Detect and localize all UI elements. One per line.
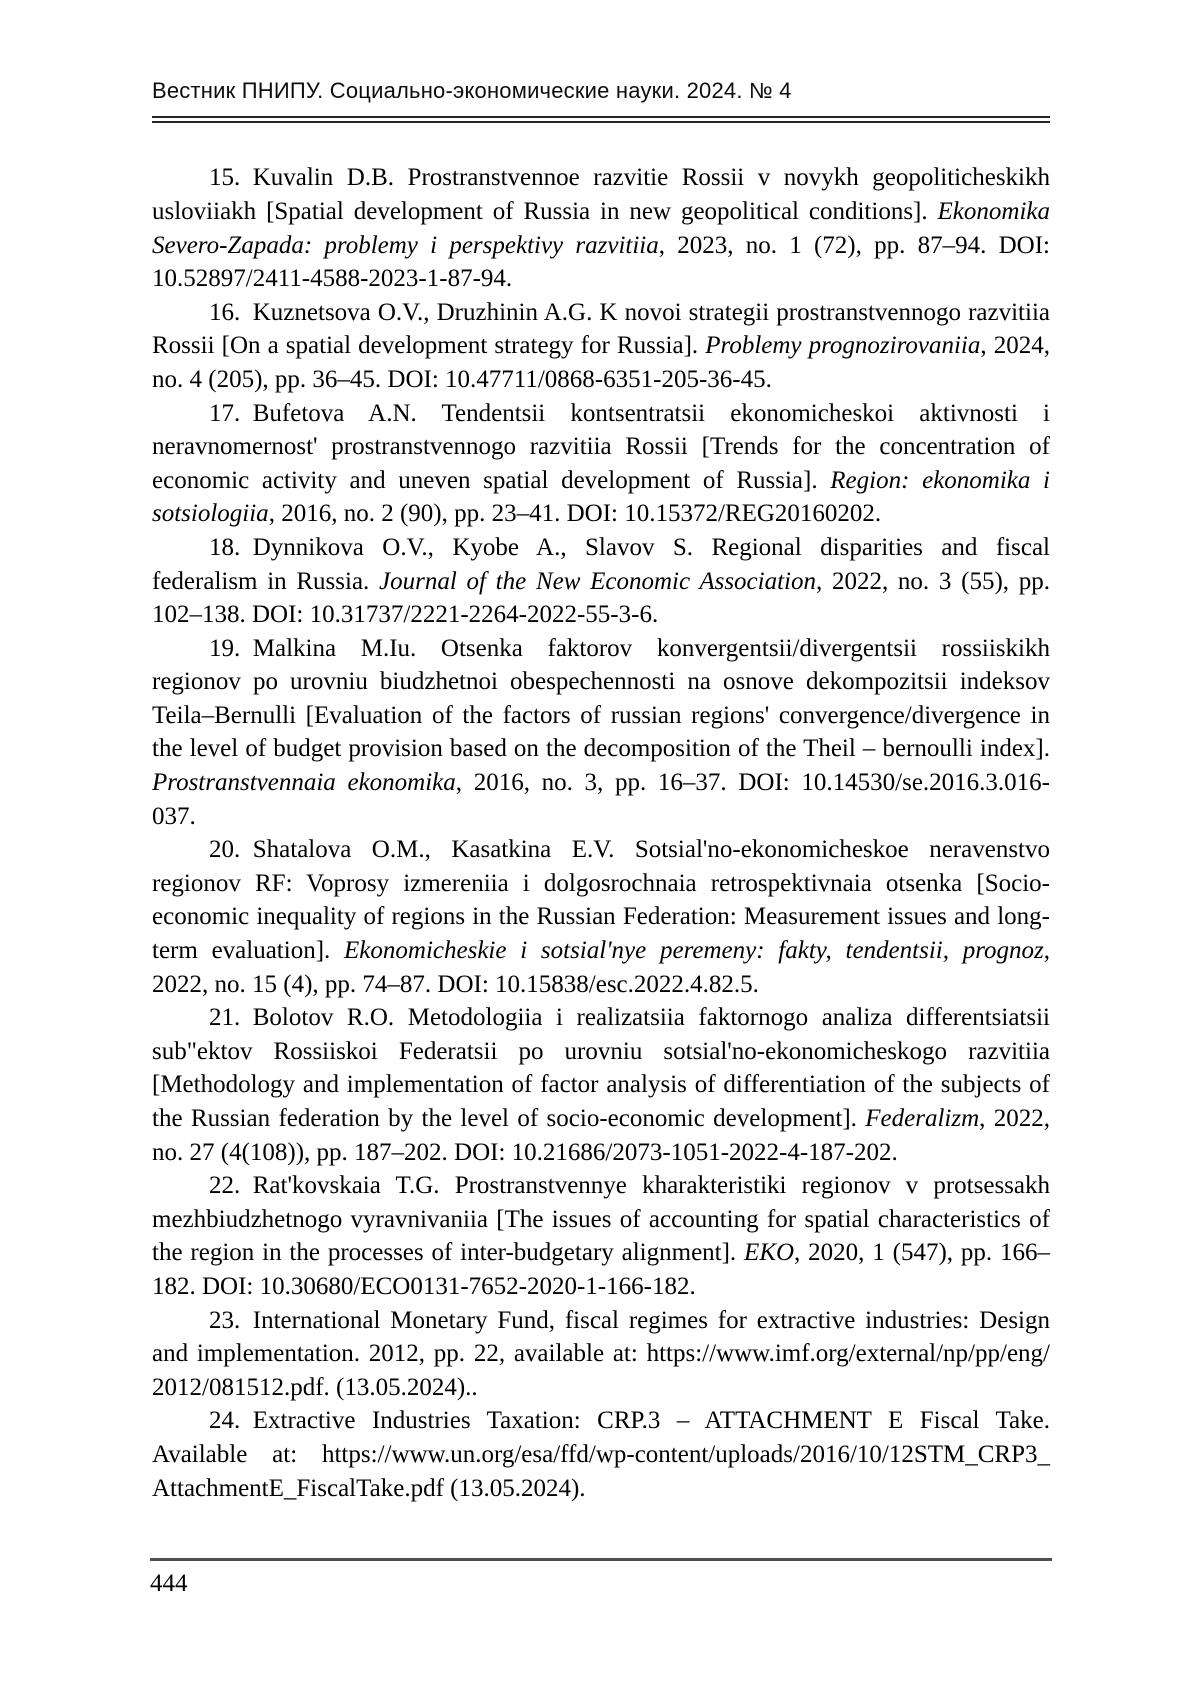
reference-number: 22. xyxy=(209,1172,253,1200)
reference-item xyxy=(152,1404,1050,1505)
reference-number: 15. xyxy=(209,164,253,192)
reference-text: , 2022, no. 27 (4(108)), pp. 187–202. DOI: 10.21686/​2073-1051-2022-4-187-202. xyxy=(152,1105,1051,1166)
reference-text: Bolotov R.O. Metodologiia i realizatsiia faktornogo analiza differentsiatsii sub"ektov Rossiiskoi Federatsii po urovniu sotsial'no-ekonomicheskogo razvitiia [Methodology and implementation of factor analysis of differentiation of the subjects of the Russian federation by the level of socio-economic development]. xyxy=(152,1004,1050,1133)
reference-source-title: Problemy prognozirovaniia xyxy=(705,332,981,360)
reference-text: Kuznetsova O.V., Druzhinin A.G. K novoi strategii prostranstvennogo razvitiia Rossii [On a spatial development strategy for Russia]. xyxy=(152,298,1050,360)
reference-text: , 2022, no. 3 (55), pp. 102–138. DOI: 10.31737/​2221-2264-2022-55-3-6. xyxy=(152,567,1050,629)
reference-text: , 2022, no. 15 (4), pp. 74–87. DOI: 10.15838/​esc.2022.4.82.5. xyxy=(152,937,1051,998)
reference-item xyxy=(152,397,1050,531)
reference-item xyxy=(152,161,1050,295)
reference-item xyxy=(152,833,1050,1001)
reference-text: Shatalova O.M., Kasatkina E.V. Sotsial'no-ekonomicheskoe neravenstvo regionov RF: Voprosy izmereniia i dolgosrochnaia retrospektivnaia otsenka [Socio-economic inequality of regions in the Russian Federation: Measurement issues and long-term evaluation]. xyxy=(152,836,1050,965)
reference-item xyxy=(152,1169,1050,1303)
reference-text: , 2023, no. 1 (72), pp. 87–94. DOI: 10.52897/​2411-4588-2023-1-87-94. xyxy=(152,231,1050,293)
reference-number: 21. xyxy=(209,1004,253,1032)
reference-text: Bufetova A.N. Tendentsii kontsentratsii ekonomicheskoi aktivnosti i neravnomernost' prostranstvennogo razvitiia Rossii [Trends for the concentration of economic activity and uneven spatial development of Russia]. xyxy=(152,399,1050,494)
reference-number: 17. xyxy=(209,399,253,427)
reference-text: , 2016, no. 3, pp. 16–37. DOI: 10.14530/​se.2016.3.016-037. xyxy=(152,769,1050,830)
reference-number: 18. xyxy=(209,533,253,561)
reference-number: 24. xyxy=(209,1407,253,1435)
reference-text: , 2020, 1 (547), pp. 166–182. DOI: 10.30680/​ECO0131-7652-2020-1-166-182. xyxy=(152,1239,1050,1300)
reference-text: Extractive Industries Taxation: CRP.3 – ATTACHMENT E Fiscal Take. Available at: https:/​/​www.un.org/​esa/​ffd/​wp-content/​uploads/​2016/​10/​12STM_​CRP3_​AttachmentE_​FiscalTake.pdf (13.05.2024). xyxy=(152,1407,1050,1502)
references-list xyxy=(152,161,1050,1505)
reference-number: 23. xyxy=(209,1306,253,1334)
reference-source-title: Prostranstvennaia ekonomika xyxy=(152,769,456,797)
reference-text: Kuvalin D.B. Prostranstvennoe razvitie Rossii v novykh geopoliticheskikh usloviiakh [Spatial development of Russia in new geopolitical conditions]. xyxy=(152,164,1050,225)
page-number: 444 xyxy=(150,1570,188,1597)
page-footer xyxy=(150,1558,1052,1598)
reference-item xyxy=(152,1304,1050,1405)
reference-item xyxy=(152,296,1050,397)
reference-number: 19. xyxy=(209,634,253,662)
reference-text: International Monetary Fund, fiscal regimes for extractive industries: Design and implementation. 2012, pp. 22, available at: https:/​/​www.imf.org/​external/​np/​pp/​eng/​2012/​081512.pdf. (13.05.2024).. xyxy=(152,1306,1050,1401)
reference-text: Dynnikova O.V., Kyobe A., Slavov S. Regional disparities and fiscal federalism in Russia. xyxy=(152,533,1050,595)
reference-text: , 2016, no. 2 (90), pp. 23–41. DOI: 10.15372/​REG20160202. xyxy=(268,500,882,528)
header-rule xyxy=(152,116,1050,123)
reference-source-title: Federalizm xyxy=(865,1105,980,1133)
reference-source-title: Ekonomika Severo-Zapada: problemy i perspektivy razvitiia xyxy=(152,197,1050,259)
reference-source-title: Region: ekonomika i sotsiologiia xyxy=(152,466,1050,528)
page-content xyxy=(152,0,1050,1505)
reference-source-title: EKO xyxy=(744,1239,795,1267)
reference-item xyxy=(152,632,1050,834)
reference-item xyxy=(152,1001,1050,1169)
reference-source-title: Journal of the New Economic Association xyxy=(379,567,816,595)
reference-number: 16. xyxy=(209,298,253,326)
reference-number: 20. xyxy=(209,836,253,864)
reference-text: , 2024, no. 4 (205), pp. 36–45. DOI: 10.47711/​0868-6351-205-36-45. xyxy=(152,332,1050,393)
journal-header: Вестник ПНИПУ. Социально-экономические науки. 2024. № 4 xyxy=(152,78,792,103)
reference-text: Rat'kovskaia T.G. Prostranstvennye kharakteristiki regionov v protsessakh mezhbiudzhetnogo vyravnivaniia [The issues of accounting for spatial characteristics of the region in the processes of inter-budgetary alignment]. xyxy=(152,1172,1050,1267)
reference-source-title: Ekonomicheskie i sotsial'nye peremeny: fakty, tendentsii, prognoz xyxy=(344,937,1044,965)
reference-item xyxy=(152,531,1050,632)
reference-text: Malkina M.Iu. Otsenka faktorov konvergentsii/​divergentsii rossiiskikh regionov po urovniu biudzhetnoi obespechennosti na osnove dekompozitsii indeksov Teila–Bernulli [Evaluation of the factors of russian regions' convergence/​divergence in the level of budget provision based on the decomposition of the Theil – bernoulli index]. xyxy=(152,634,1050,763)
footer-rule xyxy=(150,1558,1052,1561)
